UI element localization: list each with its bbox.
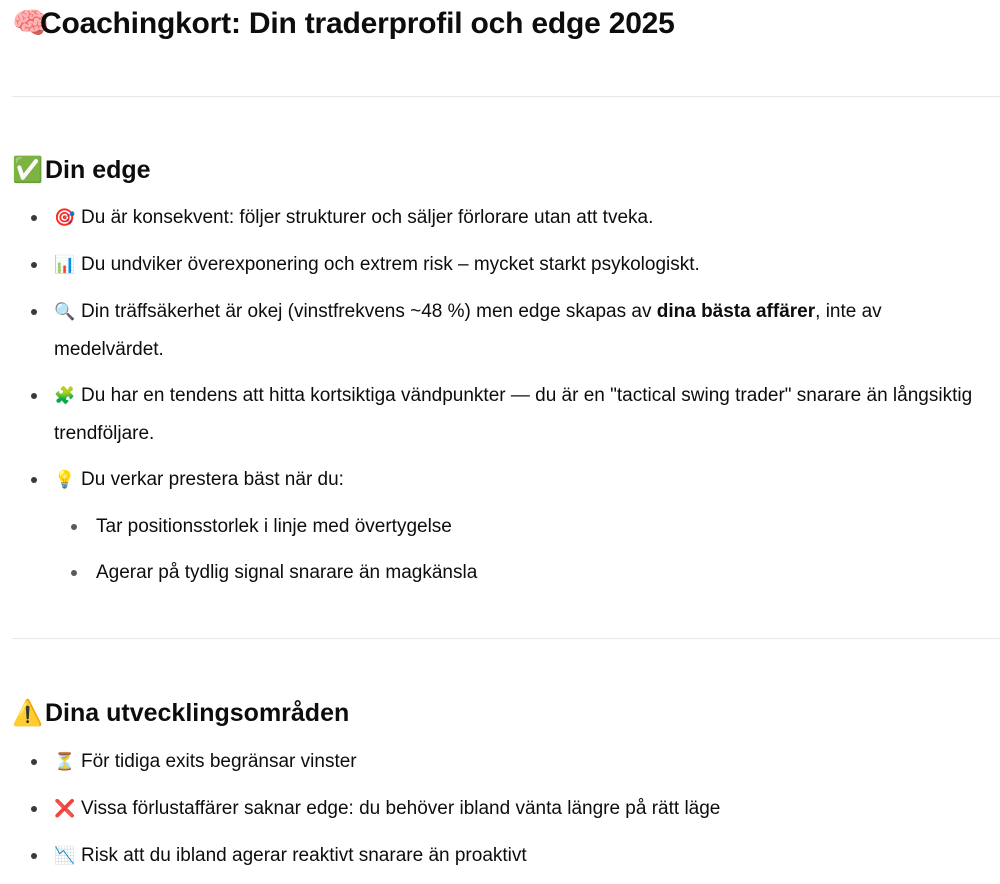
list-item: [12, 246, 988, 284]
page-title-text: Coachingkort: Din traderprofil och edge 2025: [40, 7, 675, 40]
sub-list-item: Tar positionsstorlek i linje med övertygelse: [54, 508, 988, 545]
list-item-text: Du undviker överexponering och extrem risk – mycket starkt psykologiskt.: [81, 254, 700, 275]
puzzle-piece-icon: 🧩: [54, 386, 76, 406]
list-item-bold-text: dina bästa affärer: [656, 301, 816, 322]
section-heading-edge-text: Din edge: [45, 156, 151, 184]
brain-icon: 🧠: [12, 6, 50, 41]
development-list: [12, 743, 988, 884]
warning-icon: ⚠️: [12, 698, 44, 727]
list-item: [12, 199, 988, 237]
list-item-text: Risk att du ibland agerar reaktivt snarare än proaktivt: [81, 845, 527, 866]
sub-list: [54, 508, 988, 591]
check-mark-button-icon: ✅: [12, 155, 44, 184]
divider: [12, 96, 1000, 97]
section-heading-development: [12, 697, 349, 729]
list-item: [12, 790, 988, 828]
bar-chart-icon: 📊: [54, 255, 76, 275]
hourglass-icon: ⏳: [54, 752, 76, 772]
light-bulb-icon: 💡: [54, 470, 76, 490]
list-item-text: Du verkar prestera bäst när du:: [81, 469, 344, 490]
target-icon: 🎯: [54, 208, 76, 228]
section-heading-development-text: Dina utvecklingsområden: [45, 699, 350, 727]
chart-decreasing-icon: 📉: [54, 846, 76, 866]
list-item-text: Du har en tendens att hitta kortsiktiga vändpunkter — du är en "tactical swing trader" snarare än långsiktig trendföljare.: [54, 385, 973, 444]
list-item-text: Din träffsäkerhet är okej (vinstfrekvens ~48 %) men edge skapas av: [81, 301, 657, 322]
list-item: [12, 743, 988, 781]
magnifier-icon: 🔍: [54, 302, 76, 322]
list-item-text: Vissa förlustaffärer saknar edge: du behöver ibland vänta längre på rätt läge: [81, 798, 721, 819]
sub-list-item: Agerar på tydlig signal snarare än magkänsla: [54, 554, 988, 591]
list-item: [12, 293, 988, 368]
cross-mark-icon: ❌: [54, 799, 76, 819]
list-item-text: Du är konsekvent: följer strukturer och säljer förlorare utan att tveka.: [81, 207, 654, 228]
section-heading-edge: [12, 154, 151, 186]
page-title: [12, 4, 675, 44]
list-item: [12, 377, 988, 452]
list-item-text: , inte av medelvärdet.: [54, 301, 882, 360]
edge-list: [12, 199, 988, 600]
list-item-text: För tidiga exits begränsar vinster: [81, 751, 357, 772]
list-item: [12, 837, 988, 875]
list-item: [12, 461, 988, 591]
divider: [12, 638, 1000, 639]
